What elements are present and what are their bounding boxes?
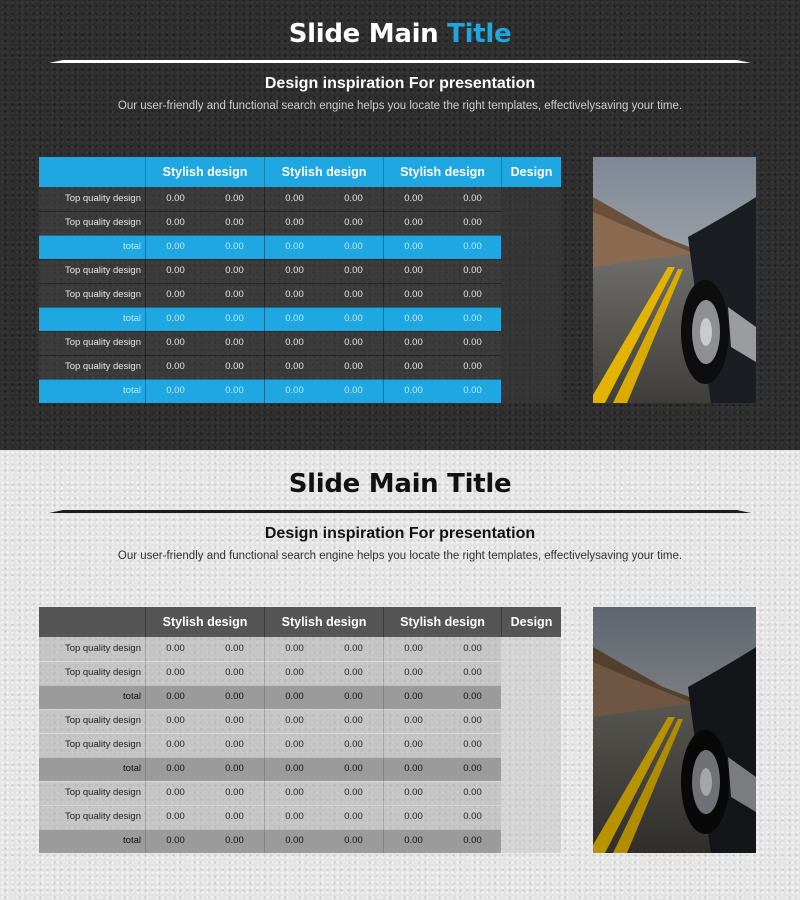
column-divider <box>264 637 265 853</box>
row-divider <box>39 283 501 284</box>
value-cell: 0.00 <box>285 763 304 774</box>
row-label: total <box>123 385 141 396</box>
value-cell: 0.00 <box>463 265 482 276</box>
slide-subtitle: Design inspiration For presentation <box>264 525 536 542</box>
car-road-photo <box>593 157 756 403</box>
row-divider <box>39 379 501 380</box>
value-cell: 0.00 <box>463 385 482 396</box>
slide-subtitle: Design inspiration For presentation <box>264 75 536 92</box>
value-cell: 0.00 <box>344 313 363 324</box>
value-cell: 0.00 <box>463 763 482 774</box>
header-separator <box>145 607 146 637</box>
value-cell: 0.00 <box>463 289 482 300</box>
value-cell: 0.00 <box>344 643 363 654</box>
row-divider <box>39 805 501 806</box>
value-cell: 0.00 <box>463 313 482 324</box>
row-label: Top quality design <box>64 337 141 348</box>
value-cell: 0.00 <box>404 313 423 324</box>
value-cell: 0.00 <box>166 337 185 348</box>
value-cell: 0.00 <box>404 835 423 846</box>
value-cell: 0.00 <box>285 217 304 228</box>
value-cell: 0.00 <box>285 265 304 276</box>
table-total-row <box>39 685 501 709</box>
value-cell: 0.00 <box>404 265 423 276</box>
title-divider <box>49 510 751 513</box>
value-cell: 0.00 <box>344 691 363 702</box>
value-cell: 0.00 <box>344 667 363 678</box>
car-road-image <box>593 157 756 403</box>
table-total-row <box>39 379 501 403</box>
value-cell: 0.00 <box>166 217 185 228</box>
value-cell: 0.00 <box>344 715 363 726</box>
value-cell: 0.00 <box>344 241 363 252</box>
value-cell: 0.00 <box>404 811 423 822</box>
value-cell: 0.00 <box>285 337 304 348</box>
column-divider <box>145 637 146 853</box>
value-cell: 0.00 <box>225 265 244 276</box>
row-label: Top quality design <box>64 787 141 798</box>
value-cell: 0.00 <box>285 241 304 252</box>
column-divider <box>145 187 146 403</box>
table-row <box>39 259 501 283</box>
slide-title <box>0 19 800 49</box>
value-cell: 0.00 <box>463 337 482 348</box>
table-row <box>39 709 501 733</box>
value-cell: 0.00 <box>225 313 244 324</box>
header-cell: Stylish design <box>281 615 367 629</box>
value-cell: 0.00 <box>285 667 304 678</box>
data-table <box>39 607 561 853</box>
table-row <box>39 331 501 355</box>
value-cell: 0.00 <box>463 787 482 798</box>
slide-title <box>0 469 800 499</box>
table-total-row <box>39 757 501 781</box>
row-divider <box>39 331 501 332</box>
row-label: total <box>123 691 141 702</box>
value-cell: 0.00 <box>225 691 244 702</box>
slide-title-main: Slide Main <box>288 19 439 49</box>
value-cell: 0.00 <box>285 385 304 396</box>
value-cell: 0.00 <box>166 787 185 798</box>
header-cell: Design <box>510 615 553 629</box>
value-cell: 0.00 <box>285 691 304 702</box>
header-separator <box>264 607 265 637</box>
value-cell: 0.00 <box>463 361 482 372</box>
header-cell: Stylish design <box>281 165 367 179</box>
row-label: Top quality design <box>64 217 141 228</box>
row-label: Top quality design <box>64 361 141 372</box>
value-cell: 0.00 <box>463 193 482 204</box>
value-cell: 0.00 <box>285 787 304 798</box>
design-column <box>501 187 561 403</box>
value-cell: 0.00 <box>225 337 244 348</box>
value-cell: 0.00 <box>344 289 363 300</box>
value-cell: 0.00 <box>166 643 185 654</box>
value-cell: 0.00 <box>463 667 482 678</box>
row-label: Top quality design <box>64 265 141 276</box>
value-cell: 0.00 <box>344 217 363 228</box>
value-cell: 0.00 <box>404 739 423 750</box>
value-cell: 0.00 <box>285 313 304 324</box>
value-cell: 0.00 <box>225 763 244 774</box>
value-cell: 0.00 <box>463 643 482 654</box>
row-label: total <box>123 763 141 774</box>
table-row <box>39 637 501 661</box>
row-divider <box>39 661 501 662</box>
value-cell: 0.00 <box>404 361 423 372</box>
title-divider <box>49 60 751 63</box>
header-cell: Stylish design <box>162 615 248 629</box>
value-cell: 0.00 <box>404 193 423 204</box>
value-cell: 0.00 <box>166 361 185 372</box>
value-cell: 0.00 <box>225 715 244 726</box>
car-road-image <box>593 607 756 853</box>
value-cell: 0.00 <box>344 361 363 372</box>
row-label: Top quality design <box>64 811 141 822</box>
row-label: total <box>123 241 141 252</box>
row-divider <box>39 781 501 782</box>
value-cell: 0.00 <box>166 241 185 252</box>
value-cell: 0.00 <box>463 739 482 750</box>
value-cell: 0.00 <box>285 643 304 654</box>
value-cell: 0.00 <box>225 385 244 396</box>
slide-title-main: Slide Main <box>288 469 439 499</box>
table-header <box>39 607 561 637</box>
car-road-photo <box>593 607 756 853</box>
row-label: total <box>123 313 141 324</box>
row-label: Top quality design <box>64 739 141 750</box>
value-cell: 0.00 <box>225 193 244 204</box>
value-cell: 0.00 <box>225 739 244 750</box>
value-cell: 0.00 <box>285 193 304 204</box>
table-row <box>39 805 501 829</box>
value-cell: 0.00 <box>344 193 363 204</box>
row-label: Top quality design <box>64 715 141 726</box>
table-row <box>39 661 501 685</box>
value-cell: 0.00 <box>166 193 185 204</box>
value-cell: 0.00 <box>463 811 482 822</box>
row-divider <box>39 259 501 260</box>
value-cell: 0.00 <box>285 835 304 846</box>
value-cell: 0.00 <box>404 337 423 348</box>
table-row <box>39 355 501 379</box>
value-cell: 0.00 <box>404 763 423 774</box>
header-cell: Stylish design <box>400 615 485 629</box>
row-divider <box>39 235 501 236</box>
value-cell: 0.00 <box>285 361 304 372</box>
value-cell: 0.00 <box>166 835 185 846</box>
slide-title-accent: Title <box>447 469 512 499</box>
table-row <box>39 211 501 235</box>
slide-description: Our user-friendly and functional search engine helps you locate the right templates, effectivelysaving your time. <box>117 100 683 112</box>
value-cell: 0.00 <box>166 667 185 678</box>
value-cell: 0.00 <box>463 217 482 228</box>
value-cell: 0.00 <box>344 337 363 348</box>
header-cell: Stylish design <box>162 165 248 179</box>
row-divider <box>39 709 501 710</box>
row-divider <box>39 829 501 830</box>
value-cell: 0.00 <box>463 241 482 252</box>
value-cell: 0.00 <box>166 811 185 822</box>
row-divider <box>39 355 501 356</box>
value-cell: 0.00 <box>344 739 363 750</box>
value-cell: 0.00 <box>463 691 482 702</box>
value-cell: 0.00 <box>344 763 363 774</box>
value-cell: 0.00 <box>404 643 423 654</box>
value-cell: 0.00 <box>344 265 363 276</box>
column-divider <box>383 637 384 853</box>
row-divider <box>39 307 501 308</box>
value-cell: 0.00 <box>225 643 244 654</box>
header-cell: Stylish design <box>400 165 485 179</box>
value-cell: 0.00 <box>225 217 244 228</box>
table-total-row <box>39 307 501 331</box>
value-cell: 0.00 <box>166 313 185 324</box>
value-cell: 0.00 <box>166 691 185 702</box>
value-cell: 0.00 <box>225 811 244 822</box>
value-cell: 0.00 <box>404 691 423 702</box>
row-divider <box>39 211 501 212</box>
value-cell: 0.00 <box>344 787 363 798</box>
slide-light <box>0 450 800 900</box>
value-cell: 0.00 <box>225 835 244 846</box>
table-row <box>39 781 501 805</box>
value-cell: 0.00 <box>404 715 423 726</box>
value-cell: 0.00 <box>344 835 363 846</box>
row-label: Top quality design <box>64 667 141 678</box>
row-divider <box>39 757 501 758</box>
column-divider <box>383 187 384 403</box>
value-cell: 0.00 <box>404 667 423 678</box>
header-separator <box>383 157 384 187</box>
data-table <box>39 157 561 403</box>
column-divider <box>264 187 265 403</box>
table-row <box>39 187 501 211</box>
row-label: Top quality design <box>64 193 141 204</box>
row-label: Top quality design <box>64 289 141 300</box>
design-column <box>501 637 561 853</box>
value-cell: 0.00 <box>166 715 185 726</box>
header-separator <box>383 607 384 637</box>
row-divider <box>39 685 501 686</box>
value-cell: 0.00 <box>404 787 423 798</box>
header-separator <box>501 607 502 637</box>
value-cell: 0.00 <box>225 667 244 678</box>
value-cell: 0.00 <box>225 289 244 300</box>
value-cell: 0.00 <box>285 739 304 750</box>
value-cell: 0.00 <box>463 715 482 726</box>
slide-title-accent: Title <box>447 19 512 49</box>
value-cell: 0.00 <box>166 265 185 276</box>
value-cell: 0.00 <box>404 289 423 300</box>
value-cell: 0.00 <box>166 763 185 774</box>
value-cell: 0.00 <box>166 289 185 300</box>
value-cell: 0.00 <box>344 811 363 822</box>
value-cell: 0.00 <box>225 361 244 372</box>
row-divider <box>39 733 501 734</box>
header-cell: Design <box>510 165 553 179</box>
header-separator <box>264 157 265 187</box>
value-cell: 0.00 <box>225 787 244 798</box>
header-separator <box>145 157 146 187</box>
value-cell: 0.00 <box>404 217 423 228</box>
value-cell: 0.00 <box>166 385 185 396</box>
table-header <box>39 157 561 187</box>
slide-description: Our user-friendly and functional search engine helps you locate the right templates, effectivelysaving your time. <box>117 550 683 562</box>
value-cell: 0.00 <box>344 385 363 396</box>
table-row <box>39 283 501 307</box>
value-cell: 0.00 <box>285 289 304 300</box>
value-cell: 0.00 <box>463 835 482 846</box>
value-cell: 0.00 <box>225 241 244 252</box>
table-total-row <box>39 235 501 259</box>
value-cell: 0.00 <box>285 715 304 726</box>
value-cell: 0.00 <box>404 385 423 396</box>
row-label: total <box>123 835 141 846</box>
value-cell: 0.00 <box>166 739 185 750</box>
row-label: Top quality design <box>64 643 141 654</box>
header-separator <box>501 157 502 187</box>
table-total-row <box>39 829 501 853</box>
value-cell: 0.00 <box>285 811 304 822</box>
table-row <box>39 733 501 757</box>
value-cell: 0.00 <box>404 241 423 252</box>
